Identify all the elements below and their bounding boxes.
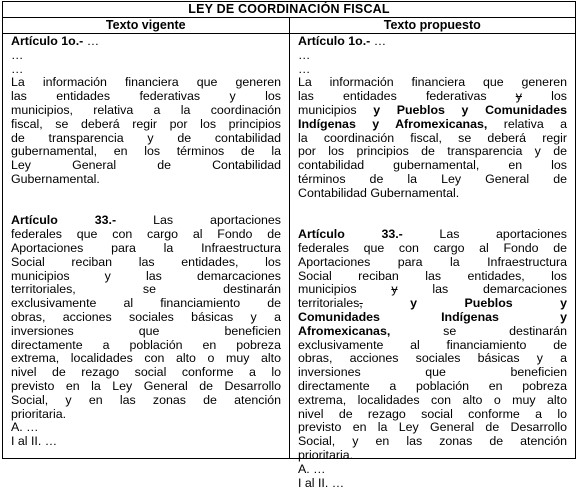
text-line: inversiones que beneficien: [11, 325, 281, 339]
text-line: [298, 311, 567, 325]
deleted-text: ,: [359, 296, 362, 310]
deleted-text: y: [516, 89, 522, 103]
article-1-paragraph: [298, 76, 567, 200]
ellipsis: …: [83, 34, 99, 48]
text-line: territoriales, y Pueblos y: [298, 297, 567, 311]
text-line: las entidades federativas y los: [11, 90, 281, 104]
added-text: y Pueblos y: [410, 296, 567, 310]
text-line: obras, acciones sociales básicas y a: [11, 311, 281, 325]
ellipsis-line: …: [298, 63, 567, 77]
text-line: federales que con cargo al Fondo de: [11, 228, 281, 242]
text-line: Afromexicanas, se destinarán: [298, 325, 567, 339]
header-row: [3, 18, 575, 34]
article-33-heading: Artículo 33.- Las aportaciones: [11, 214, 281, 228]
text-line: municipios, relativa a la coordinación: [11, 104, 281, 118]
added-text: Indígenas y Afromexicanas,: [298, 117, 487, 131]
text-line: prioritaria.: [11, 408, 281, 422]
text-line: previsto en la Ley General de Desarrollo: [298, 421, 567, 435]
item-i-al-ii: I al II. …: [298, 477, 567, 490]
ellipsis-line: …: [298, 49, 567, 63]
text-line: previsto en la Ley General de Desarrollo: [11, 380, 281, 394]
text-line: Social, y en las zonas de atención: [298, 435, 567, 449]
header-texto-propuesto: Texto propuesto: [289, 18, 576, 33]
added-text: y Pueblos y Comunidades: [373, 103, 567, 117]
text-line: de transparencia y de contabilidad: [11, 132, 281, 146]
ellipsis: …: [370, 34, 386, 48]
text-line: municipios y las demarcaciones: [298, 283, 567, 297]
item-a: A. …: [11, 421, 281, 435]
header-texto-vigente: Texto vigente: [3, 18, 289, 33]
article-label: Artículo 1o.-: [298, 34, 370, 48]
text-line: prioritaria.: [298, 449, 567, 463]
text-line: Social reciban las entidades, los: [11, 256, 281, 270]
article-label: Artículo 1o.-: [11, 34, 83, 48]
text-line: directamente a población en pobreza: [11, 339, 281, 353]
ellipsis-line: …: [11, 63, 281, 77]
text-line: extrema, localidades con alto o muy alto: [11, 352, 281, 366]
text-line: términos de la Ley General de: [298, 173, 567, 187]
body-row: [3, 34, 575, 459]
article-33-heading: Artículo 33.- Las aportaciones: [298, 228, 567, 242]
added-text: Comunidades Indígenas y: [298, 310, 567, 324]
text-line: por los principios de transparencia y de: [298, 145, 567, 159]
text-line: territoriales, se destinarán: [11, 283, 281, 297]
text-line: municipios y Pueblos y Comunidades: [298, 104, 567, 118]
table-title: LEY DE COORDINACIÓN FISCAL: [3, 2, 575, 18]
text-line: Aportaciones para la Infraestructura: [298, 256, 567, 270]
added-text: Afromexicanas,: [298, 324, 390, 338]
text-line: municipios y las demarcaciones: [11, 270, 281, 284]
article-label: Artículo 33.-: [298, 227, 403, 241]
text-line: Contabilidad Gubernamental.: [298, 187, 567, 201]
text-line: gubernamental, en los términos de la: [11, 145, 281, 159]
text-line: Ley General de Contabilidad: [11, 159, 281, 173]
item-i-al-ii: I al II. …: [11, 435, 281, 449]
text-line: nivel de rezago social conforme a lo: [298, 408, 567, 422]
item-a: A. …: [298, 463, 567, 477]
text-line: Social, y en las zonas de atención: [11, 394, 281, 408]
column-texto-vigente: [3, 34, 289, 459]
text-line: fiscal, se deberá regir por los principios: [11, 118, 281, 132]
text-line: exclusivamente al financiamiento de: [298, 339, 567, 353]
article-1-paragraph: [11, 76, 281, 186]
comparison-table: [2, 1, 576, 459]
article-1-heading: [11, 35, 281, 49]
text-line: Indígenas y Afromexicanas, relativa a: [298, 118, 567, 132]
text-line: exclusivamente al financiamiento de: [11, 297, 281, 311]
text-line: La información financiera que generen: [298, 76, 567, 90]
text-line: la coordinación fiscal, se deberá regir: [298, 132, 567, 146]
article-33-paragraph: [11, 214, 281, 421]
article-label: Artículo 33.-: [11, 213, 116, 227]
text-line: contabilidad gubernamental, en los: [298, 159, 567, 173]
text-line: federales que con cargo al Fondo de: [298, 242, 567, 256]
article-1-heading: [298, 35, 567, 49]
text-line: las entidades federativas y los: [298, 90, 567, 104]
text-line: obras, acciones sociales básicas y a: [298, 352, 567, 366]
text-line: directamente a población en pobreza: [298, 380, 567, 394]
text-line: Gubernamental.: [11, 173, 281, 187]
text-line: Aportaciones para la Infraestructura: [11, 242, 281, 256]
text-line: inversiones que beneficien: [298, 366, 567, 380]
text-line: Social reciban las entidades, los: [298, 270, 567, 284]
ellipsis-line: …: [11, 49, 281, 63]
deleted-text: y: [391, 282, 397, 296]
text-line: extrema, localidades con alto o muy alto: [298, 394, 567, 408]
text-line: La información financiera que generen: [11, 76, 281, 90]
column-texto-propuesto: [289, 34, 575, 459]
article-33-paragraph: [298, 228, 567, 463]
text-line: nivel de rezago social conforme a lo: [11, 366, 281, 380]
